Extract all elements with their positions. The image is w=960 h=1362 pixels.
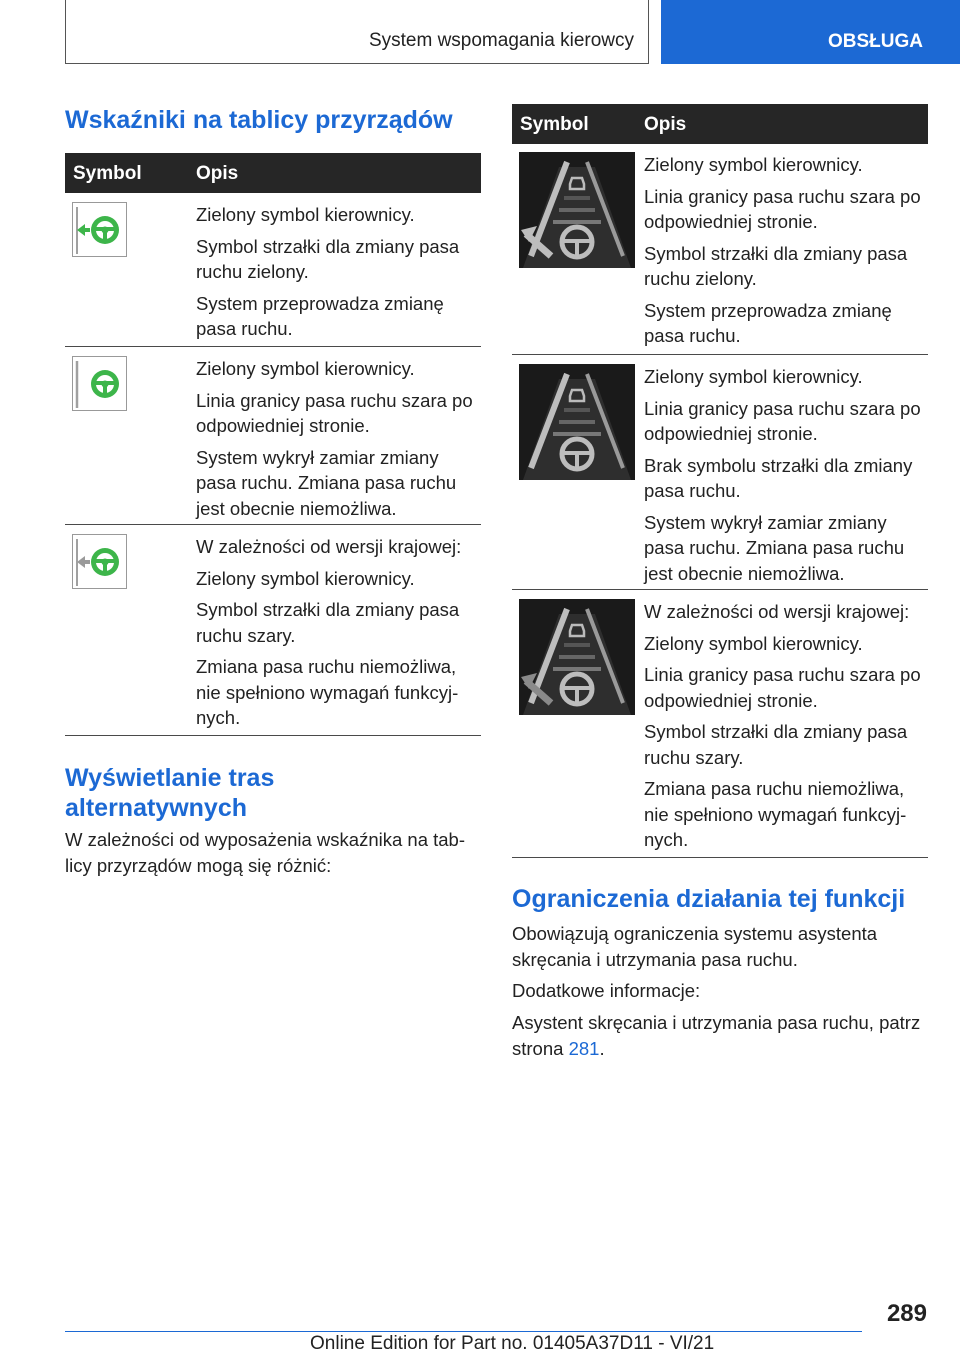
row-line: System przeprowadza zmianę pasa ruchu. [644, 299, 892, 346]
left-paragraph-line: W zależności od wyposażenia wskaźnika na tab- [65, 829, 465, 850]
left-heading-2 [65, 763, 465, 823]
table-row [65, 193, 481, 347]
right-heading: Ograniczenia działania tej funkcji [512, 885, 906, 913]
col-desc-header: Opis [196, 163, 239, 184]
left-indicator-table [65, 153, 481, 736]
row-line: Linia granicy pasa ruchu szara po odpowiedniej stronie. [644, 185, 921, 232]
left-heading-2-line: Wyświetlanie tras [65, 764, 275, 792]
green-steering-wheel-lane-change-arrow-icon [72, 202, 127, 257]
right-paragraph-2: Dodatkowe informacje: [512, 980, 701, 1001]
row-line: Zmiana pasa ruchu niemożliwa, nie spełniono wymagań funkcyj-nych. [644, 778, 907, 850]
header-section-title: System wspomagania kierowcy [368, 30, 634, 51]
row-line: Brak symbolu strzałki dla zmiany pasa ruchu. [644, 454, 913, 501]
header-tab[interactable] [661, 0, 960, 64]
row-line: Zielony symbol kierownicy. [196, 204, 415, 225]
row-line: Linia granicy pasa ruchu szara po odpowiedniej stronie. [196, 389, 473, 436]
footer-divider [65, 1331, 862, 1332]
right-indicator-table [512, 104, 928, 858]
green-steering-wheel-lane-line-icon [72, 356, 127, 411]
left-paragraph [65, 827, 481, 878]
left-heading: Wskaźniki na tablicy przyrządów [65, 106, 453, 134]
left-table-header [65, 153, 481, 193]
row-line: W zależności od wersji krajowej: [196, 536, 462, 557]
table-row [65, 525, 481, 736]
row-line: System wykrył zamiar zmiany pasa ruchu. Zmiana pasa ruchu jest obecnie niemożliwa. [644, 511, 905, 584]
right-paragraph-3-text: Asystent skręcania i utrzymania pasa ruchu, patrz strona [512, 1012, 921, 1059]
table-row [512, 144, 928, 355]
lane-assist-road-gray-arrow-icon [519, 599, 635, 715]
row-line: Linia granicy pasa ruchu szara po odpowiedniej stronie. [644, 664, 921, 711]
footer-edition: Online Edition for Part no. 01405A37D11 - VI/21 [310, 1333, 715, 1354]
page-link[interactable]: 281 [568, 1037, 600, 1059]
col-symbol-header: Symbol [520, 114, 589, 135]
table-row [512, 355, 928, 590]
row-line: Zielony symbol kierownicy. [644, 632, 863, 654]
right-paragraph-3-suffix: . [599, 1037, 605, 1059]
page-number: 289 [886, 1300, 927, 1327]
row-line: Symbol strzałki dla zmiany pasa ruchu zielony. [644, 242, 908, 289]
lane-assist-road-arrow-icon [519, 152, 635, 268]
row-line: Zielony symbol kierownicy. [644, 154, 863, 175]
row-line: W zależności od wersji krajowej: [644, 601, 910, 622]
row-line: Zielony symbol kierownicy. [196, 358, 415, 379]
row-line: System przeprowadza zmianę pasa ruchu. [196, 292, 444, 339]
row-line: Linia granicy pasa ruchu szara po odpowiedniej stronie. [644, 397, 921, 444]
header-tab-label: OBSŁUGA [828, 31, 923, 52]
row-line: Symbol strzałki dla zmiany pasa ruchu szary. [196, 599, 460, 646]
left-heading-2-line: alternatywnych [65, 794, 248, 822]
right-table-header [512, 104, 928, 144]
table-row [512, 590, 928, 858]
row-line: Symbol strzałki dla zmiany pasa ruchu szary. [644, 721, 908, 768]
row-line: Zmiana pasa ruchu niemożliwa, nie spełniono wymagań funkcyj-nych. [196, 656, 459, 728]
right-paragraph-1: Obowiązują ograniczenia systemu asystenta skręcania i utrzymania pasa ruchu. [512, 923, 878, 970]
header-section-box [65, 0, 649, 64]
col-symbol-header: Symbol [73, 163, 142, 184]
right-paragraph-3 [512, 1010, 932, 1061]
col-desc-header: Opis [644, 114, 687, 135]
row-line: Zielony symbol kierownicy. [196, 567, 415, 589]
left-paragraph-line: licy przyrządów mogą się różnić: [65, 854, 332, 876]
green-steering-wheel-gray-arrow-icon [72, 534, 127, 589]
row-line: Zielony symbol kierownicy. [644, 366, 863, 387]
lane-assist-road-no-arrow-icon [519, 364, 635, 480]
row-line: Symbol strzałki dla zmiany pasa ruchu zielony. [196, 235, 460, 282]
row-line: System wykrył zamiar zmiany pasa ruchu. Zmiana pasa ruchu jest obecnie niemożliwa. [196, 446, 457, 519]
table-row [65, 347, 481, 525]
